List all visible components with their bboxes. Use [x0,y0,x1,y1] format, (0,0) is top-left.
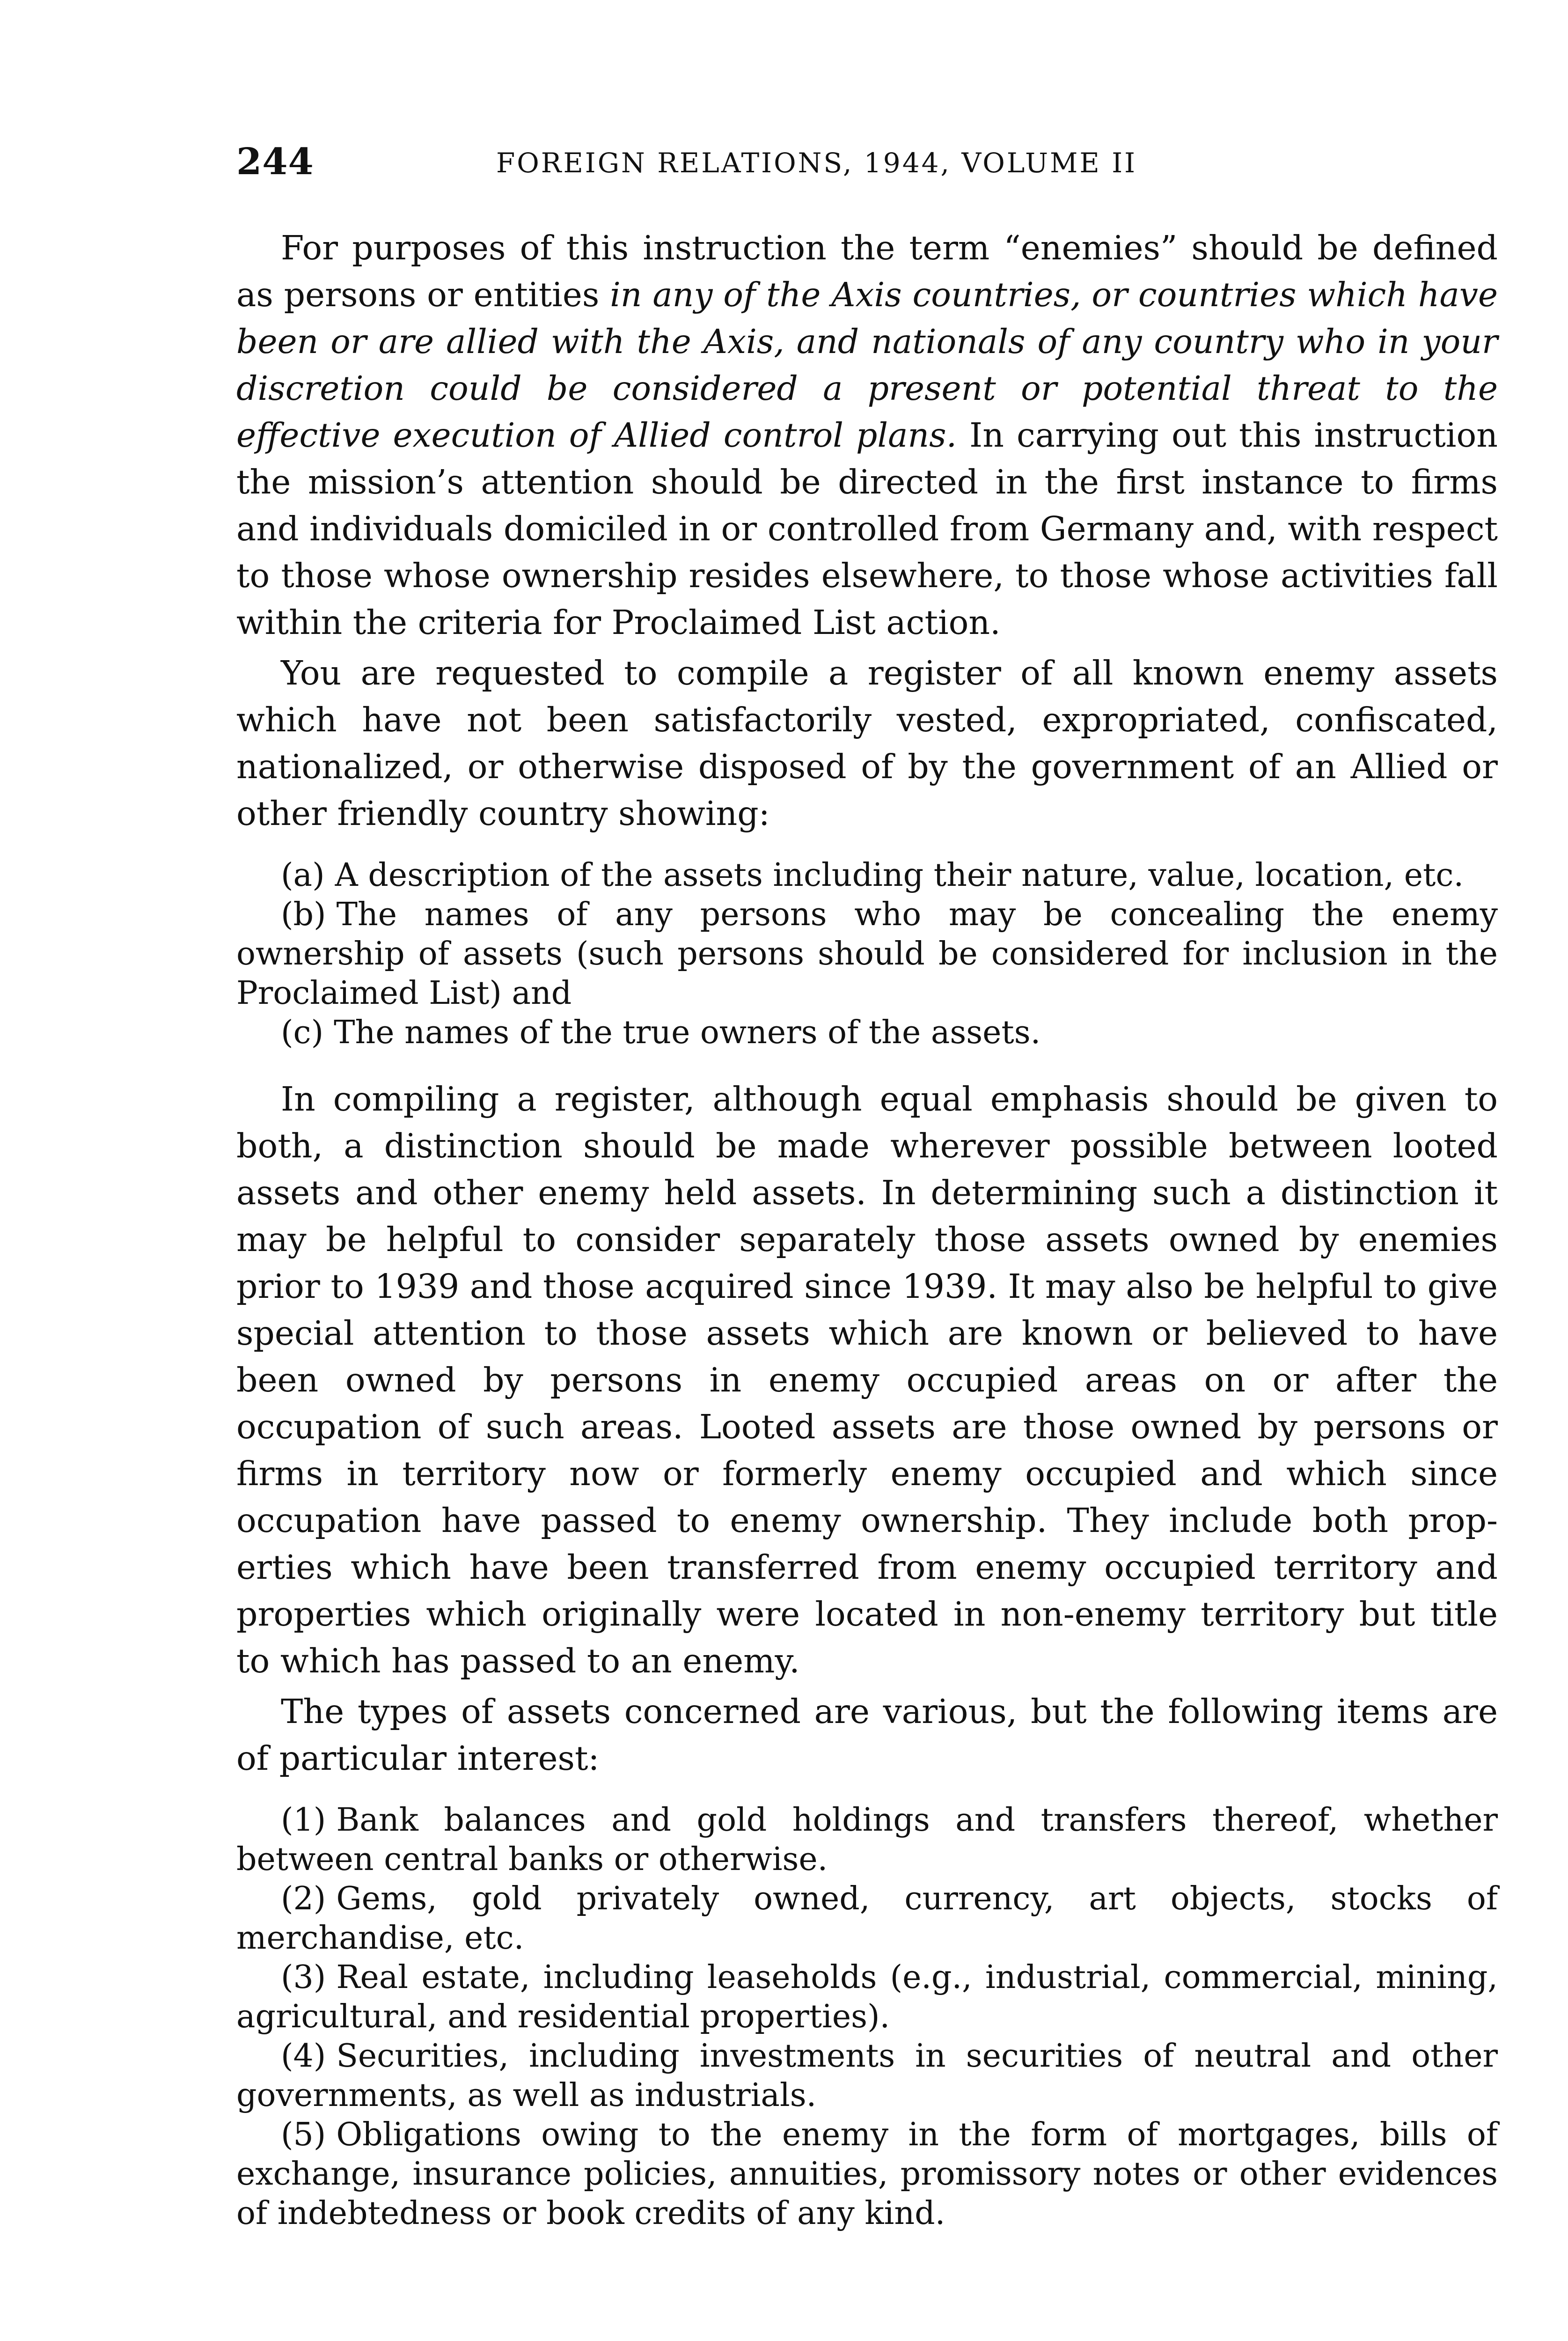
paragraph-compiling-register: In compiling a register, although equal emphasis should be given to both, a distinction should be made wherever possible between looted assets and other enemy held assets. In determining such a distinction it may be helpful to consider separately those assets owned by enemies prior to 1939 and those acquired since 1939. It may also be helpful to give special attention to those assets which are known or believed to have been owned by persons in enemy occupied areas on or after the occupation of such areas. Looted assets are those owned by persons or firms in territory now or formerly enemy occupied and which since occupation have passed to enemy ownership. They include both properties which have been transferred from enemy occupied territory and properties which originally were located in non-enemy territory but title to which has passed to an enemy. [236,1080,1498,1680]
list-marker: (3) [281,1959,326,1996]
list-marker: (b) [281,896,326,933]
list-item-text: Bank balances and gold holdings and transfers thereof, whether between central banks or otherwise. [236,1802,1498,1878]
document-page [236,140,1498,2257]
list-marker: (4) [281,2038,326,2075]
list-item [236,856,1498,895]
list-item-text: Real estate, including leaseholds (e.g., industrial, commercial, mining, agricultural, and residential properties). [236,1959,1498,2035]
paragraph-lead: For purposes of this instruction the term “enemies” should be defined as persons or entities [236,228,1498,314]
list-item-text: Securities, including investments in securities of neutral and other governments, as well as industrials. [236,2038,1498,2114]
list-marker: (2) [281,1880,326,1917]
list-marker: (a) [281,857,325,894]
list-item [236,1013,1498,1053]
paragraph-italic-definition: in any of the Axis countries, or countries which have been or are allied with the Axis, and nationals of any country who in your discretion could be considered a present or potential threat to the effective execution of Allied control plans. [236,275,1498,455]
asset-types-list [236,1801,1498,2233]
list-item [236,2037,1498,2115]
list-item-text: A description of the assets including their nature, value, location, etc. [335,857,1464,894]
list-item-text: Obligations owing to the enemy in the form of mortgages, bills of exchange, insurance policies, annuities, promissory notes or other evidences of indebtedness or book credits of any kind. [236,2116,1498,2232]
register-items-list [236,856,1498,1053]
list-marker: (c) [281,1014,324,1051]
list-item [236,2115,1498,2233]
list-item-text: Gems, gold privately owned, currency, art objects, stocks of merchandise, etc. [236,1880,1498,1957]
list-item [236,1801,1498,1879]
list-item [236,1958,1498,2037]
list-marker: (1) [281,1802,326,1839]
list-item [236,895,1498,1013]
paragraph-register-request: You are requested to compile a register of all known enemy assets which have not been satisfactorily vested, expropriated, confiscated, nationalized, or otherwise disposed of by the government of an Allied or other friendly country showing: [236,654,1498,833]
list-item-text: The names of any persons who may be concealing the enemy ownership of assets (such persons should be considered for inclusion in the Proclaimed List) and [236,896,1498,1012]
list-item [236,1879,1498,1958]
paragraph-enemies-definition [236,225,1498,646]
page-number: 244 [236,140,314,183]
running-header [236,140,1498,192]
list-item-text: The names of the true owners of the assets. [334,1014,1041,1051]
list-marker: (5) [281,2116,326,2153]
paragraph-tail: In carrying out this instruction the mission’s attention should be directed in the first instance to firms and individuals domiciled in or controlled from Germany and, with respect to those whose ownership resides elsewhere, to those whose activities fall within the criteria for Proclaimed List action. [236,416,1498,642]
header-title: FOREIGN RELATIONS, 1944, VOLUME II [496,147,1137,179]
paragraph-asset-types: The types of assets concerned are various, but the following items are of particular interest: [236,1692,1498,1778]
